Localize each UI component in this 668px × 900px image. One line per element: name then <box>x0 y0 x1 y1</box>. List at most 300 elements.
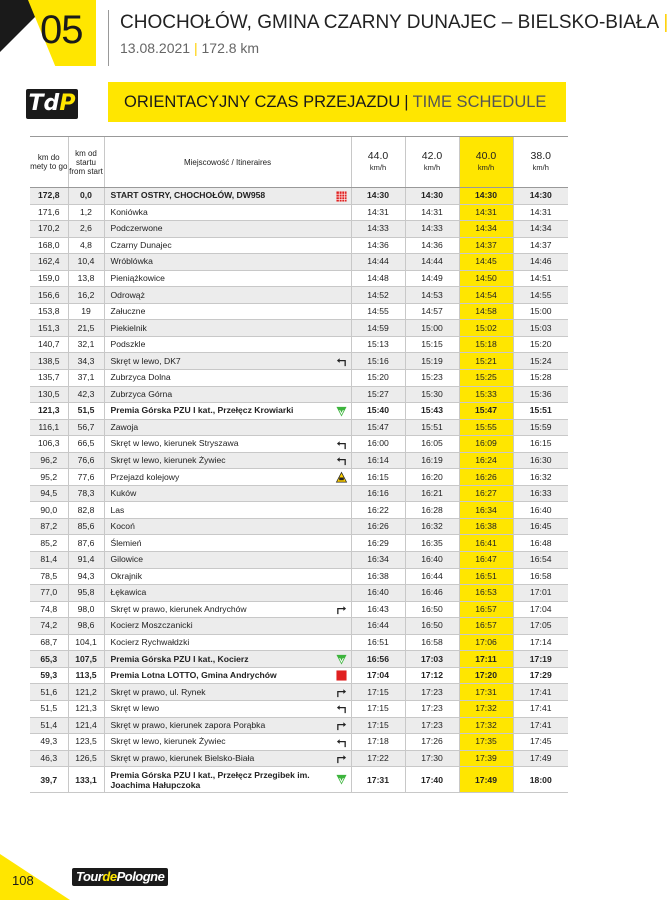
km-to-go-cell: 51,5 <box>30 700 68 717</box>
time-cell-speed-1: 14:55 <box>351 303 405 320</box>
time-cell-speed-1: 15:27 <box>351 386 405 403</box>
time-cell-speed-3: 16:53 <box>459 585 513 602</box>
time-cell-speed-4: 17:49 <box>513 750 568 767</box>
km-from-start-cell: 10,4 <box>68 254 104 271</box>
km-from-start-cell: 34,3 <box>68 353 104 370</box>
itinerary-cell: Skręt w prawo, kierunek Andrychów <box>104 601 333 618</box>
time-cell-speed-1: 17:04 <box>351 667 405 684</box>
itinerary-cell: Premia Górska PZU I kat., Przełęcz Przegibek im. Joachima Hałupczoka <box>104 767 333 793</box>
time-cell-speed-4: 15:24 <box>513 353 568 370</box>
table-row <box>30 436 568 453</box>
time-cell-speed-2: 14:36 <box>405 237 459 254</box>
time-cell-speed-2: 16:35 <box>405 535 459 552</box>
time-cell-speed-1: 16:26 <box>351 518 405 535</box>
empty-icon-cell <box>333 518 351 535</box>
speed-value: 38.0 <box>530 150 551 162</box>
km-from-start-cell: 1,2 <box>68 204 104 221</box>
itinerary-cell: Kocierz Moszczanicki <box>104 618 333 635</box>
km-to-go-cell: 162,4 <box>30 254 68 271</box>
km-from-start-cell: 19 <box>68 303 104 320</box>
table-row <box>30 485 568 502</box>
time-cell-speed-2: 14:33 <box>405 221 459 238</box>
itinerary-cell: Zawoja <box>104 419 333 436</box>
itinerary-cell: Podszkle <box>104 336 333 353</box>
itinerary-cell: Kocoń <box>104 518 333 535</box>
km-from-start-cell: 0,0 <box>68 188 104 205</box>
empty-icon-cell <box>333 270 351 287</box>
table-row <box>30 601 568 618</box>
stage-distance: 172.8 km <box>201 40 260 56</box>
turn-left-icon <box>333 700 351 717</box>
time-cell-speed-2: 15:19 <box>405 353 459 370</box>
time-cell-speed-4: 17:19 <box>513 651 568 668</box>
time-cell-speed-4: 17:29 <box>513 667 568 684</box>
table-header-row <box>30 137 568 188</box>
time-cell-speed-4: 16:40 <box>513 502 568 519</box>
col-speed-4 <box>513 137 568 188</box>
time-cell-speed-4: 16:54 <box>513 552 568 569</box>
turn-left-icon <box>333 452 351 469</box>
time-cell-speed-1: 16:44 <box>351 618 405 635</box>
km-from-start-cell: 95,8 <box>68 585 104 602</box>
time-cell-speed-3: 16:57 <box>459 618 513 635</box>
km-to-go-cell: 116,1 <box>30 419 68 436</box>
km-to-go-cell: 39,7 <box>30 767 68 793</box>
turn-right-icon <box>333 717 351 734</box>
time-cell-speed-4: 14:46 <box>513 254 568 271</box>
itinerary-cell: Premia Lotna LOTTO, Gmina Andrychów <box>104 667 333 684</box>
header-divider <box>108 10 109 66</box>
col-speed-2 <box>405 137 459 188</box>
km-from-start-cell: 113,5 <box>68 667 104 684</box>
turn-right-icon <box>333 684 351 701</box>
time-cell-speed-2: 14:44 <box>405 254 459 271</box>
km-to-go-cell: 170,2 <box>30 221 68 238</box>
railway-icon <box>333 469 351 486</box>
time-cell-speed-1: 16:29 <box>351 535 405 552</box>
km-to-go-cell: 135,7 <box>30 370 68 387</box>
time-cell-speed-1: 16:00 <box>351 436 405 453</box>
km-to-go-cell: 51,6 <box>30 684 68 701</box>
time-cell-speed-4: 14:34 <box>513 221 568 238</box>
stage-subtitle: 13.08.2021 | 172.8 km <box>120 40 260 56</box>
time-cell-speed-4: 17:41 <box>513 717 568 734</box>
table-row <box>30 700 568 717</box>
table-row <box>30 188 568 205</box>
km-to-go-cell: 156,6 <box>30 287 68 304</box>
itinerary-cell: START OSTRY, CHOCHOŁÓW, DW958 <box>104 188 333 205</box>
time-cell-speed-2: 17:23 <box>405 717 459 734</box>
time-cell-speed-3: 16:41 <box>459 535 513 552</box>
km-from-start-cell: 107,5 <box>68 651 104 668</box>
speed-value: 42.0 <box>421 150 443 162</box>
km-to-go-cell: 140,7 <box>30 336 68 353</box>
time-cell-speed-2: 17:40 <box>405 767 459 793</box>
empty-icon-cell <box>333 254 351 271</box>
itinerary-cell: Przejazd kolejowy <box>104 469 333 486</box>
empty-icon-cell <box>333 303 351 320</box>
time-cell-speed-1: 15:16 <box>351 353 405 370</box>
time-cell-speed-1: 14:48 <box>351 270 405 287</box>
time-cell-speed-2: 17:30 <box>405 750 459 767</box>
km-from-start-cell: 98,0 <box>68 601 104 618</box>
itinerary-cell: Łękawica <box>104 585 333 602</box>
time-cell-speed-3: 16:38 <box>459 518 513 535</box>
itinerary-cell: Skręt w lewo <box>104 700 333 717</box>
time-cell-speed-1: 14:52 <box>351 287 405 304</box>
time-cell-speed-2: 14:31 <box>405 204 459 221</box>
table-row <box>30 419 568 436</box>
time-cell-speed-3: 15:33 <box>459 386 513 403</box>
time-cell-speed-3: 16:47 <box>459 552 513 569</box>
time-cell-speed-2: 16:50 <box>405 601 459 618</box>
time-schedule-table <box>30 136 568 793</box>
km-to-go-cell: 46,3 <box>30 750 68 767</box>
table-row <box>30 469 568 486</box>
time-cell-speed-3: 17:35 <box>459 734 513 751</box>
km-to-go-cell: 78,5 <box>30 568 68 585</box>
time-cell-speed-4: 17:41 <box>513 700 568 717</box>
time-cell-speed-2: 17:26 <box>405 734 459 751</box>
schedule-banner: ORIENTACYJNY CZAS PRZEJAZDU | TIME SCHEDULE <box>108 82 566 122</box>
table-row <box>30 221 568 238</box>
km-to-go-cell: 151,3 <box>30 320 68 337</box>
km-from-start-cell: 32,1 <box>68 336 104 353</box>
stage-title-text: CHOCHOŁÓW, GMINA CZARNY DUNAJEC – BIELSKO-BIAŁA <box>120 12 659 33</box>
km-to-go-cell: 68,7 <box>30 634 68 651</box>
time-cell-speed-1: 16:43 <box>351 601 405 618</box>
km-to-go-cell: 168,0 <box>30 237 68 254</box>
km-from-start-cell: 78,3 <box>68 485 104 502</box>
table-row <box>30 204 568 221</box>
speed-unit: km/h <box>532 163 549 172</box>
itinerary-cell: Piekielnik <box>104 320 333 337</box>
table-row <box>30 585 568 602</box>
km-to-go-cell: 171,6 <box>30 204 68 221</box>
km-to-go-cell: 106,3 <box>30 436 68 453</box>
km-from-start-cell: 42,3 <box>68 386 104 403</box>
km-to-go-cell: 81,4 <box>30 552 68 569</box>
time-cell-speed-2: 17:23 <box>405 684 459 701</box>
time-cell-speed-2: 14:53 <box>405 287 459 304</box>
km-from-start-cell: 66,5 <box>68 436 104 453</box>
time-cell-speed-2: 15:23 <box>405 370 459 387</box>
itinerary-cell: Odrowąż <box>104 287 333 304</box>
time-cell-speed-2: 15:51 <box>405 419 459 436</box>
km-from-start-cell: 21,5 <box>68 320 104 337</box>
time-cell-speed-1: 15:47 <box>351 419 405 436</box>
km-from-start-cell: 56,7 <box>68 419 104 436</box>
km-to-go-cell: 74,2 <box>30 618 68 635</box>
table-row <box>30 667 568 684</box>
time-cell-speed-4: 17:14 <box>513 634 568 651</box>
km-from-start-cell: 13,8 <box>68 270 104 287</box>
time-cell-speed-1: 14:36 <box>351 237 405 254</box>
km-from-start-cell: 98,6 <box>68 618 104 635</box>
turn-left-icon <box>333 734 351 751</box>
empty-icon-cell <box>333 204 351 221</box>
speed-value: 40.0 <box>475 150 497 162</box>
speed-unit: km/h <box>369 163 387 172</box>
time-cell-speed-2: 16:20 <box>405 469 459 486</box>
itinerary-cell: Gilowice <box>104 552 333 569</box>
km-from-start-cell: 4,8 <box>68 237 104 254</box>
time-cell-speed-1: 14:30 <box>351 188 405 205</box>
table-row <box>30 552 568 569</box>
time-cell-speed-4: 15:28 <box>513 370 568 387</box>
turn-right-icon <box>333 750 351 767</box>
time-cell-speed-3: 15:55 <box>459 419 513 436</box>
itinerary-cell: Las <box>104 502 333 519</box>
itinerary-cell: Okrajnik <box>104 568 333 585</box>
time-cell-speed-2: 16:05 <box>405 436 459 453</box>
table-row <box>30 452 568 469</box>
time-cell-speed-4: 17:05 <box>513 618 568 635</box>
empty-icon-cell <box>333 386 351 403</box>
time-cell-speed-3: 14:45 <box>459 254 513 271</box>
time-cell-speed-2: 17:23 <box>405 700 459 717</box>
km-to-go-cell: 74,8 <box>30 601 68 618</box>
km-from-start-cell: 76,6 <box>68 452 104 469</box>
time-cell-speed-1: 16:51 <box>351 634 405 651</box>
time-cell-speed-1: 17:31 <box>351 767 405 793</box>
time-cell-speed-2: 16:58 <box>405 634 459 651</box>
km-from-start-cell: 85,6 <box>68 518 104 535</box>
time-cell-speed-2: 16:21 <box>405 485 459 502</box>
stage-title: CHOCHOŁÓW, GMINA CZARNY DUNAJEC – BIELSKO-BIAŁA | <box>120 12 668 33</box>
time-cell-speed-3: 16:09 <box>459 436 513 453</box>
time-cell-speed-3: 15:47 <box>459 403 513 420</box>
km-to-go-cell: 121,3 <box>30 403 68 420</box>
itinerary-cell: Skręt w lewo, DK7 <box>104 353 333 370</box>
speed-unit: km/h <box>423 163 441 172</box>
time-cell-speed-3: 14:31 <box>459 204 513 221</box>
itinerary-cell: Załuczne <box>104 303 333 320</box>
time-cell-speed-2: 16:46 <box>405 585 459 602</box>
itinerary-cell: Skręt w prawo, kierunek Bielsko-Biała <box>104 750 333 767</box>
itinerary-cell: Kuków <box>104 485 333 502</box>
itinerary-cell: Skręt w lewo, kierunek Stryszawa <box>104 436 333 453</box>
km-from-start-cell: 133,1 <box>68 767 104 793</box>
time-cell-speed-4: 16:33 <box>513 485 568 502</box>
time-cell-speed-1: 15:13 <box>351 336 405 353</box>
time-cell-speed-2: 16:28 <box>405 502 459 519</box>
itinerary-cell: Czarny Dunajec <box>104 237 333 254</box>
sprint-icon <box>333 667 351 684</box>
time-cell-speed-4: 15:03 <box>513 320 568 337</box>
itinerary-cell: Ślemień <box>104 535 333 552</box>
km-to-go-cell: 90,0 <box>30 502 68 519</box>
time-cell-speed-1: 16:14 <box>351 452 405 469</box>
time-cell-speed-3: 17:31 <box>459 684 513 701</box>
time-cell-speed-2: 16:32 <box>405 518 459 535</box>
time-cell-speed-3: 16:27 <box>459 485 513 502</box>
time-cell-speed-2: 15:00 <box>405 320 459 337</box>
time-cell-speed-3: 16:57 <box>459 601 513 618</box>
itinerary-cell: Zubrzyca Górna <box>104 386 333 403</box>
km-to-go-cell: 95,2 <box>30 469 68 486</box>
km-from-start-cell: 37,1 <box>68 370 104 387</box>
empty-icon-cell <box>333 320 351 337</box>
time-cell-speed-2: 14:49 <box>405 270 459 287</box>
km-to-go-cell: 85,2 <box>30 535 68 552</box>
empty-icon-cell <box>333 237 351 254</box>
table-row <box>30 254 568 271</box>
time-cell-speed-4: 15:59 <box>513 419 568 436</box>
col-km-to-go: km do mety to go <box>30 137 68 188</box>
table-row <box>30 535 568 552</box>
table-row <box>30 287 568 304</box>
table-row <box>30 370 568 387</box>
table-row <box>30 237 568 254</box>
time-cell-speed-3: 17:11 <box>459 651 513 668</box>
speed-unit: km/h <box>477 163 495 172</box>
km-to-go-cell: 153,8 <box>30 303 68 320</box>
time-cell-speed-1: 17:15 <box>351 700 405 717</box>
time-cell-speed-1: 16:40 <box>351 585 405 602</box>
km-from-start-cell: 94,3 <box>68 568 104 585</box>
time-cell-speed-3: 17:06 <box>459 634 513 651</box>
time-cell-speed-4: 16:15 <box>513 436 568 453</box>
page-number: 108 <box>12 873 34 888</box>
km-from-start-cell: 121,3 <box>68 700 104 717</box>
empty-icon-cell <box>333 618 351 635</box>
speed-value: 44.0 <box>367 150 389 162</box>
time-cell-speed-2: 16:44 <box>405 568 459 585</box>
time-cell-speed-3: 17:39 <box>459 750 513 767</box>
time-cell-speed-3: 17:32 <box>459 700 513 717</box>
time-cell-speed-4: 16:45 <box>513 518 568 535</box>
itinerary-cell: Podczerwone <box>104 221 333 238</box>
km-from-start-cell: 91,4 <box>68 552 104 569</box>
mountain-icon <box>333 767 351 793</box>
time-cell-speed-1: 14:33 <box>351 221 405 238</box>
time-cell-speed-4: 17:01 <box>513 585 568 602</box>
table-row <box>30 750 568 767</box>
km-to-go-cell: 87,2 <box>30 518 68 535</box>
time-cell-speed-1: 17:15 <box>351 684 405 701</box>
km-from-start-cell: 121,4 <box>68 717 104 734</box>
mountain-icon <box>333 651 351 668</box>
km-to-go-cell: 49,3 <box>30 734 68 751</box>
km-to-go-cell: 159,0 <box>30 270 68 287</box>
empty-icon-cell <box>333 552 351 569</box>
time-cell-speed-4: 15:00 <box>513 303 568 320</box>
km-from-start-cell: 51,5 <box>68 403 104 420</box>
table-row <box>30 767 568 793</box>
time-cell-speed-1: 16:16 <box>351 485 405 502</box>
itinerary-cell: Kocierz Rychwałdzki <box>104 634 333 651</box>
time-cell-speed-4: 15:20 <box>513 336 568 353</box>
table-row <box>30 403 568 420</box>
km-to-go-cell: 77,0 <box>30 585 68 602</box>
km-to-go-cell: 130,5 <box>30 386 68 403</box>
time-cell-speed-4: 16:30 <box>513 452 568 469</box>
km-to-go-cell: 172,8 <box>30 188 68 205</box>
km-to-go-cell: 138,5 <box>30 353 68 370</box>
itinerary-cell: Skręt w prawo, ul. Rynek <box>104 684 333 701</box>
km-to-go-cell: 65,3 <box>30 651 68 668</box>
itinerary-cell: Zubrzyca Dolna <box>104 370 333 387</box>
time-cell-speed-1: 14:59 <box>351 320 405 337</box>
time-cell-speed-3: 16:34 <box>459 502 513 519</box>
time-cell-speed-1: 16:15 <box>351 469 405 486</box>
table-row <box>30 336 568 353</box>
time-cell-speed-2: 15:43 <box>405 403 459 420</box>
time-cell-speed-2: 17:12 <box>405 667 459 684</box>
km-to-go-cell: 59,3 <box>30 667 68 684</box>
stage-date: 13.08.2021 <box>120 40 191 56</box>
km-from-start-cell: 2,6 <box>68 221 104 238</box>
time-cell-speed-3: 14:54 <box>459 287 513 304</box>
time-cell-speed-3: 16:26 <box>459 469 513 486</box>
time-cell-speed-2: 17:03 <box>405 651 459 668</box>
time-cell-speed-4: 17:04 <box>513 601 568 618</box>
time-cell-speed-4: 15:36 <box>513 386 568 403</box>
time-cell-speed-4: 16:32 <box>513 469 568 486</box>
empty-icon-cell <box>333 221 351 238</box>
time-cell-speed-3: 15:25 <box>459 370 513 387</box>
time-cell-speed-4: 17:45 <box>513 734 568 751</box>
table-row <box>30 303 568 320</box>
time-cell-speed-4: 16:58 <box>513 568 568 585</box>
empty-icon-cell <box>333 585 351 602</box>
time-cell-speed-1: 14:44 <box>351 254 405 271</box>
banner-title-pl: ORIENTACYJNY CZAS PRZEJAZDU <box>124 93 401 111</box>
empty-icon-cell <box>333 634 351 651</box>
time-cell-speed-1: 16:34 <box>351 552 405 569</box>
time-cell-speed-1: 16:38 <box>351 568 405 585</box>
time-cell-speed-3: 14:50 <box>459 270 513 287</box>
table-row <box>30 386 568 403</box>
empty-icon-cell <box>333 336 351 353</box>
km-from-start-cell: 87,6 <box>68 535 104 552</box>
table-row <box>30 734 568 751</box>
turn-left-icon <box>333 353 351 370</box>
time-cell-speed-3: 16:24 <box>459 452 513 469</box>
footer-corner-triangle <box>0 854 70 900</box>
table-row <box>30 651 568 668</box>
km-to-go-cell: 96,2 <box>30 452 68 469</box>
time-cell-speed-1: 16:56 <box>351 651 405 668</box>
time-cell-speed-2: 16:19 <box>405 452 459 469</box>
time-cell-speed-4: 15:51 <box>513 403 568 420</box>
time-cell-speed-3: 14:37 <box>459 237 513 254</box>
time-cell-speed-1: 14:31 <box>351 204 405 221</box>
km-from-start-cell: 104,1 <box>68 634 104 651</box>
time-cell-speed-2: 14:57 <box>405 303 459 320</box>
table-row <box>30 684 568 701</box>
itinerary-cell: Skręt w prawo, kierunek zapora Porąbka <box>104 717 333 734</box>
empty-icon-cell <box>333 419 351 436</box>
itinerary-cell: Premia Górska PZU I kat., Kocierz <box>104 651 333 668</box>
tdp-logo: TdP <box>26 89 78 119</box>
time-cell-speed-2: 16:50 <box>405 618 459 635</box>
km-from-start-cell: 126,5 <box>68 750 104 767</box>
logo-part-tour: Tour <box>76 869 103 884</box>
km-to-go-cell: 51,4 <box>30 717 68 734</box>
km-from-start-cell: 121,2 <box>68 684 104 701</box>
empty-icon-cell <box>333 485 351 502</box>
col-speed-3 <box>459 137 513 188</box>
time-cell-speed-1: 17:18 <box>351 734 405 751</box>
itinerary-cell: Premia Górska PZU I kat., Przełęcz Krowiarki <box>104 403 333 420</box>
time-cell-speed-1: 17:22 <box>351 750 405 767</box>
km-from-start-cell: 16,2 <box>68 287 104 304</box>
col-km-from-start: km od startu from start <box>68 137 104 188</box>
tour-de-pologne-logo <box>72 868 168 886</box>
table-row <box>30 502 568 519</box>
